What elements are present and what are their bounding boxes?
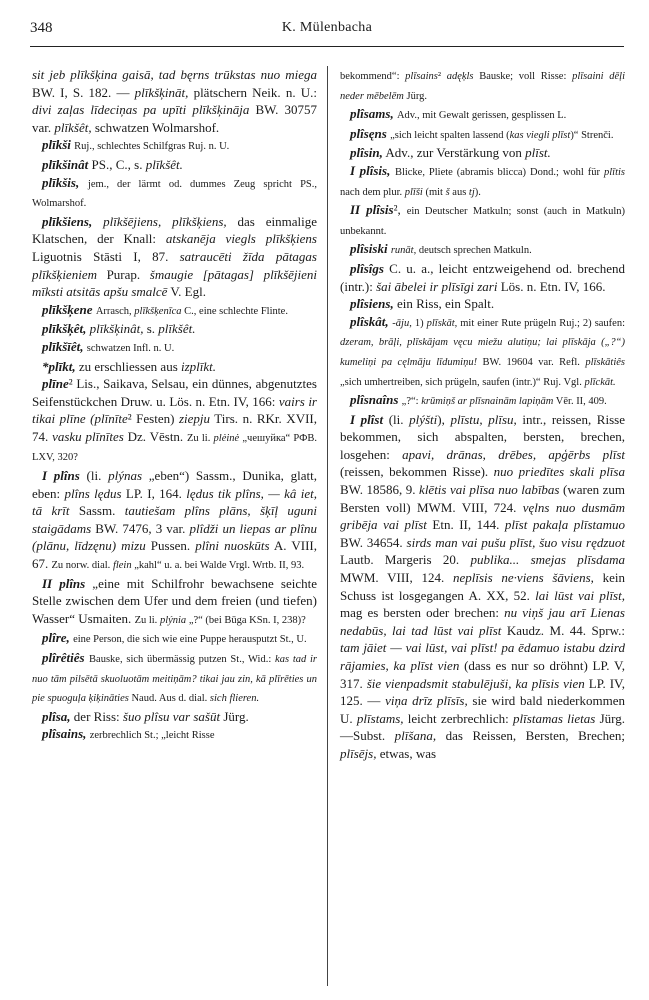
dictionary-entry: plîsiski runāt, deutsch sprechen Matkuln. <box>350 241 532 257</box>
dictionary-entry: II plîsis², ein Deutscher Matkuln; sonst (auch in Matkuln) unbekannt. <box>340 202 626 237</box>
dictionary-entry: plīkšis, jem., der lärmt od. dummes Zeug spricht PS., Wolmarshof. <box>32 174 317 210</box>
dictionary-entry: II plîns „eine mit Schilfrohr bewachsene seichte Stelle zwischen dem Ufer und dem freien (und tiefen) Wasser“ Usmaiten. Zu li. plýnia „?“ (bei Būga KSn. I, 238)? <box>32 575 317 626</box>
dictionary-entry: *plīkt, zu erschliessen aus izplīkt. <box>42 358 217 374</box>
page-number: 348 <box>30 20 53 36</box>
right-column <box>340 66 625 763</box>
dictionary-entry: plīne² Lis., Saikava, Selsau, ein dünnes, abgenutztes Seifenstückchen Druw. u. Lös. n. Etn. IV, 166: vairs ir tikai plīne (plīnīte² Festen) ziepju Tirs. n. RKr. XVII, 74. vasku plīnītes Dz. Vēstn. Zu li. plėinė „чешуйка“ РФВ. LXV, 320? <box>32 376 318 464</box>
dictionary-entry: plīkšķene Arrasch, plīkšķenīca C., eine schlechte Flinte. <box>42 301 288 317</box>
dictionary-entry: plîre, eine Person, die sich wie eine Puppe herausputzt St., U. <box>42 630 307 646</box>
dictionary-entry: plīkšķêt, plīkšķinât, s. plīkšêt. <box>42 321 196 337</box>
dictionary-entry: plîsiens, ein Riss, ein Spalt. <box>350 296 495 312</box>
dictionary-entry: plīkšīêt, schwatzen Infl. n. U. <box>42 338 175 354</box>
dictionary-entry: plîsams, Adv., mit Gewalt gerissen, gesplissen L. <box>350 106 567 122</box>
dictionary-entry: I plîns (li. plýnas „eben“) Sassm., Dunika, glatt, eben: plîns lędus LP. I, 164. lędus tik plîns, — kâ iet, tā krīt Sassm. tautiešam plîns plāns, šķīļ uguni staigādams BW. 7476, 3 var. plîdži un liepas ar plînu (plānu, līdzęnu) mizu Pussen. plîni nuoskūts A. VIII, 67. Zu norw. dial. flein „kahl“ u. a. bei Walde Vrgl. Wrtb. II, 93. <box>32 468 318 572</box>
left-column <box>32 66 317 745</box>
dictionary-entry: plīkšinât PS., C., s. plīkšêt. <box>42 156 183 172</box>
dictionary-entry: plîsnaîns „?“: krūmiņš ar plīsnainām lapiņām Vēr. II, 409. <box>350 392 607 408</box>
running-head: K. Mülenbacha <box>281 20 373 35</box>
dictionary-entry: bekommend“: plīsains² adęķls Bauske; voll Risse: plīsaini dēļi neder mēbelēm Jürg. <box>340 71 626 102</box>
dictionary-entry: plîsęns „sich leicht spalten lassend (kas viegli plīst)“ Strenči. <box>350 125 614 141</box>
dictionary-entry: plîsîgs C. u. a., leicht entzweigehend od. brechend (intr.): šai ābelei ir plīsīgi zari Lös. n. Etn. IV, 166. <box>340 260 625 294</box>
page-header <box>30 12 624 47</box>
dictionary-entry: plîsa, der Riss: šuo plîsu var sašūt Jürg. <box>42 708 249 724</box>
dictionary-entry: sit jeb plīkšķina gaisā, tad bęrns trūkstas nuo miega BW. I, S. 182. — plīkšķināt, plätschern Neik. n. U.: divi zaļas līdeciņas pa upīti plīkšķināja BW. 30757 var. plīkšêt, schwatzen Wolmarshof. <box>32 67 318 135</box>
column-divider <box>327 66 328 986</box>
dictionary-entry: plîskât, -āju, 1) plīskāt, mit einer Rute prügeln Ruj.; 2) saufen: dzeram, brāļi, plīskājam vęcu miežu alutiņu; lai plīskāja („?“) kumeliņi pa cęlmāju līdumiņu! BW. 19604 var. Refl. plīskātiês „sich umhertreiben, sich prügeln, saufen (intr.)“ Ruj. Vgl. plīckāt. <box>340 313 626 388</box>
dictionary-entry: plīkšiens, plīkšējiens, plīkšķiens, das einmalige Klatschen, der Knall: atskanēja viegls plīkšķiens Liguotnis Stāsti I, 87. satraucēti žīda pātagas plīkšķieniem Purap. šmaugie [pātagas] plīkšējieni mīksti atsitās apšu smalcē V. Egl. <box>32 213 318 300</box>
dictionary-entry: I plîsis, Blicke, Pliete (abramis blicca) Dond.; wohl für plītis nach dem plur. plīši (mit š aus tj). <box>340 162 625 198</box>
dictionary-entry: plîrêtiês Bauske, sich übermässig putzen St., Wid.: kas tad ir nuo tām pilsētā skuoluotām meitiņām? tikai jau zin, kā plīrēties un pie spuoguļa ķiķināties Naud. Aus d. dial. sich flieren. <box>32 650 318 705</box>
dictionary-entry: plîsin, Adv., zur Verstärkung von plīst. <box>350 145 551 161</box>
dictionary-entry: plīkši Ruj., schlechtes Schilfgras Ruj. n. U. <box>42 137 230 153</box>
dictionary-entry: plîsains, zerbrechlich St.; „leicht Risse <box>42 726 215 742</box>
dictionary-entry: I plîst (li. plýšti), plīstu, plīsu, intr., reissen, Risse bekommen, sich abspalten, bersten, brechen, losgehen: apavi, drānas, drēbes, apģērbs plīst (reissen, bekommen Risse). nuo priedītes skali plīsa BW. 18586, 9. klētis vai plīsa nuo labības (waren zum Bersten voll) MWM. VIII, 724. vęlns nuo dusmām gribēja vai plīst Etn. II, 144. plīst pakaļa plīstamuo BW. 34654. sirds man vai pušu plīst, šuo visu rędzuot Lautb. Margeris 20. publika... smejas plīsdama MWM. VIII, 124. neplīsis ne·viens šāviens, kein Schuss ist losgegangen A. XX, 52. lai lūst vai plīst, mag es bersten oder brechen: nu viņš jau arī Lienas nedabūs, lai tad lūst vai plīst Kaudz. M. 44. Sprw.: tam jāiet — vai lūst, vai plīst! pa ēdamuo istabu dzird rājamies, ka plīst vien (dass es nur so dröhnt) LP. V, 317. šie vienpadsmit stabulējuši, ka plīsis vien LP. IV, 125. — viņa drīz plīsīs, sie wird bald niederkommen U. plīstams, leicht zerbrechlich: plīstamas lietas Jürg.—Subst. plīšana, das Reissen, Bersten, Brechen; plīsējs, etwas, was <box>340 411 626 761</box>
